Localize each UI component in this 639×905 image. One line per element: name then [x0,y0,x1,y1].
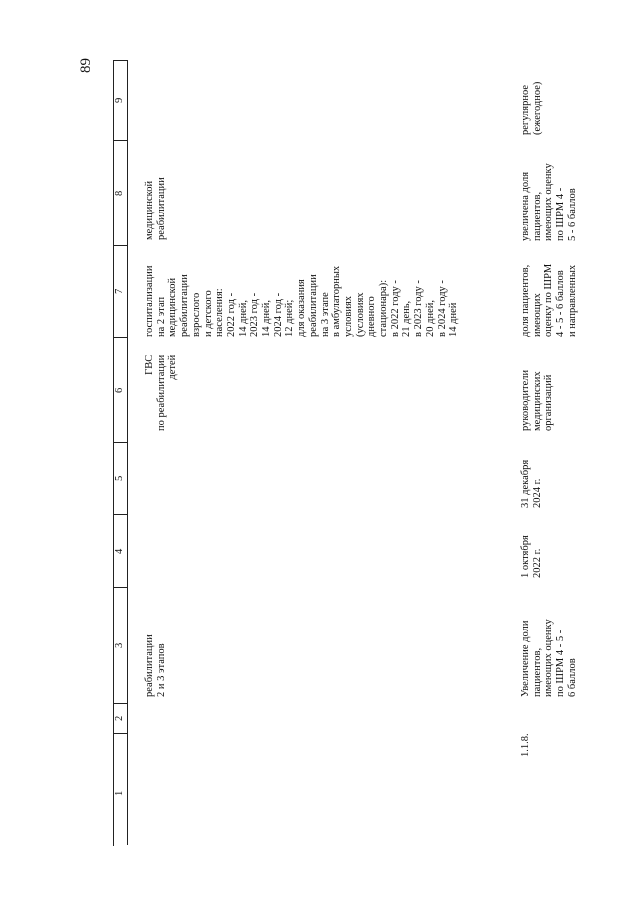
column-header-5: 5 [114,475,125,481]
col-sep [113,703,127,704]
col-sep [113,140,127,141]
column-header-2: 2 [114,715,125,721]
cont-col8-text: медицинской реабилитации [144,177,167,240]
column-header-8: 8 [114,190,125,196]
row-1-1-8-col5: 31 декабря 2024 г. [520,459,543,508]
row-1-1-8-col8: увеличена доля пациентов, имеющих оценку по ШРМ 4 - 5 - 6 баллов [520,163,578,241]
column-header-6: 6 [114,387,125,393]
col-sep [113,733,127,734]
row-1-1-8-col4: 1 октября 2022 г. [520,535,543,578]
col-sep [113,442,127,443]
col-sep [113,60,127,61]
cont-col6-text: ГВС по реабилитации детей [144,354,179,431]
row-1-1-8-col6: руководители медицинских организаций [520,369,555,431]
row-1-1-8-col7: доля пациентов, имеющих оценку по ШРМ 4 - 5 - 6 баллов и направленных [520,263,578,337]
column-header-3: 3 [114,642,125,648]
column-header-7: 7 [114,288,125,294]
row-1-1-8-col9: регулярное (ежегодное) [520,81,543,135]
cont-col3-text: реабилитации 2 и 3 этапов [144,634,167,697]
column-header-4: 4 [114,548,125,554]
row-1-1-8-number: 1.1.8. [520,733,531,757]
column-header-1: 1 [114,790,125,796]
page-number: 89 [78,58,94,73]
col-sep [113,587,127,588]
col-sep [113,245,127,246]
header-line-outer [113,60,114,845]
column-header-9: 9 [114,97,125,103]
row-1-1-8-col3: Увеличение доли пациентов, имеющих оценку по ШРМ 4 - 5 - 6 баллов [520,619,578,697]
table-left-edge [113,845,114,846]
col-sep [113,514,127,515]
col-sep [113,337,127,338]
header-line-inner [127,60,128,845]
cont-col7-text: госпитализации на 2 этап медицинской реабилитации взрослого и детского населения: 2022 год - 14 дней, 2023 год - 14 дней, 2024 год - 12 дней; для оказания реабилитации на 3 этапе в амбулаторных условиях (условиях дневного стационара): в 2022 году - 21 день, в 2023 году - 20 дней, в 2024 году - 14 дней [144,265,460,337]
